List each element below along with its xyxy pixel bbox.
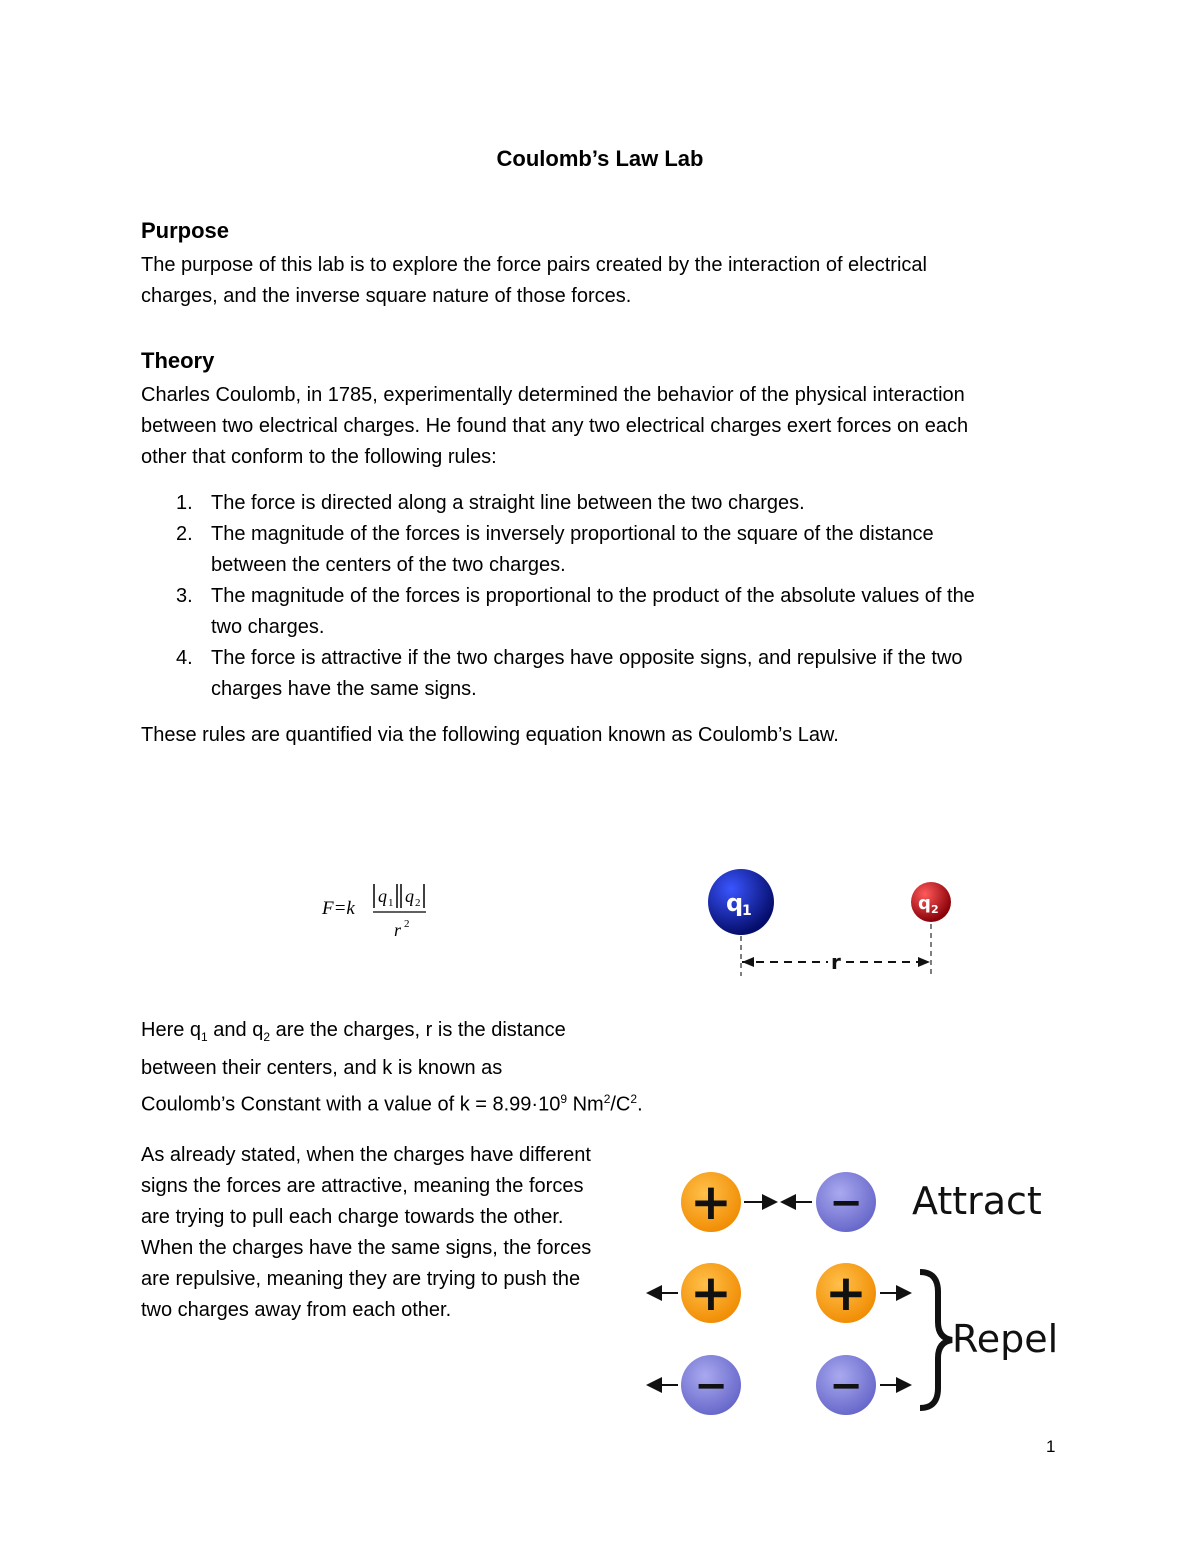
rule-number: 1.	[176, 492, 193, 514]
rule-item	[176, 581, 975, 643]
attract-label: Attract	[912, 1179, 1042, 1223]
charge-q2-sub: 2	[931, 903, 939, 916]
definition-line-2: between their centers, and k is known as	[141, 1057, 503, 1079]
minus-sign: −	[829, 1363, 863, 1409]
definition-line-1	[141, 1015, 643, 1053]
theory-line-1: Charles Coulomb, in 1785, experimentally determined the behavior of the physical interaction	[141, 384, 965, 406]
minus-sign: −	[694, 1363, 728, 1409]
rule-number: 4.	[176, 647, 193, 669]
def-text: are the charges, r is the distance	[270, 1019, 566, 1041]
explanation-paragraph	[141, 1140, 591, 1326]
document-title: Coulomb’s Law Lab	[496, 146, 704, 171]
def-text: Here q	[141, 1019, 202, 1041]
explanation-line-6: two charges away from each other.	[141, 1299, 452, 1321]
coulomb-formula	[320, 872, 460, 942]
def-sup: 2	[630, 1092, 638, 1106]
distance-label: r	[831, 950, 841, 974]
rule-text: two charges.	[211, 616, 325, 638]
charge-q1-label: q	[726, 889, 744, 917]
rule-item	[176, 488, 975, 519]
def-sub: 1	[201, 1030, 208, 1044]
explanation-line-1: As already stated, when the charges have different	[141, 1144, 591, 1166]
def-text: /C	[610, 1093, 631, 1116]
def-text: .	[637, 1093, 643, 1116]
rule-text: The magnitude of the forces is proportional to the product of the absolute values of the	[211, 585, 975, 607]
rule-text: The force is directed along a straight line between the two charges.	[211, 492, 805, 514]
rules-list	[176, 488, 975, 705]
rule-text: between the centers of the two charges.	[211, 554, 566, 576]
theory-paragraph	[141, 380, 968, 473]
theory-line-3: other that conform to the following rules:	[141, 446, 497, 468]
rule-text: The force is attractive if the two charges have opposite signs, and repulsive if the two	[211, 647, 963, 669]
explanation-line-5: are repulsive, meaning they are trying to push the	[141, 1268, 581, 1290]
def-text: and q	[207, 1019, 264, 1041]
explanation-line-4: When the charges have the same signs, the forces	[141, 1237, 592, 1259]
theory-heading: Theory	[141, 348, 215, 373]
theory-line-2: between two electrical charges. He found that any two electrical charges exert forces on each	[141, 415, 969, 437]
equation-intro-text: These rules are quantified via the following equation known as Coulomb’s Law.	[141, 724, 839, 746]
explanation-line-2: signs the forces are attractive, meaning the forces	[141, 1175, 584, 1197]
definition-line-3	[141, 1084, 643, 1121]
formula-denominator: r	[394, 920, 402, 940]
plus-sign: +	[690, 1173, 732, 1231]
purpose-line-2: charges, and the inverse square nature of those forces.	[141, 285, 632, 307]
formula-q2-sub: 2	[415, 897, 421, 909]
charges-diagram	[700, 862, 960, 982]
def-sup: 2	[603, 1092, 611, 1106]
formula-q2: q	[405, 886, 414, 906]
formula-q1: q	[378, 886, 387, 906]
purpose-paragraph	[141, 250, 927, 312]
charge-q2-label: q	[918, 893, 931, 914]
def-sub: 2	[263, 1030, 271, 1044]
charge-q1-sub: 1	[742, 903, 752, 919]
purpose-heading: Purpose	[141, 218, 230, 243]
attract-repel-diagram	[640, 1160, 1080, 1420]
rule-text: charges have the same signs.	[211, 678, 477, 700]
def-text: Nm	[567, 1093, 604, 1116]
plus-sign: +	[690, 1264, 732, 1322]
definition-paragraph	[141, 1015, 643, 1121]
rule-item	[176, 643, 975, 705]
explanation-line-3: are trying to pull each charge towards the other.	[141, 1206, 564, 1228]
rule-text: The magnitude of the forces is inversely proportional to the square of the distance	[211, 523, 934, 545]
charge-q2-sphere	[911, 882, 951, 922]
def-sup: 9	[560, 1092, 568, 1106]
formula-q1-sub: 1	[388, 897, 394, 909]
rule-item	[176, 519, 975, 581]
rule-number: 3.	[176, 585, 193, 607]
purpose-line-1: The purpose of this lab is to explore the force pairs created by the interaction of electrical	[141, 254, 927, 276]
formula-den-sup: 2	[404, 918, 410, 930]
minus-sign: −	[829, 1180, 863, 1226]
repel-label: Repel	[952, 1317, 1059, 1361]
rule-number: 2.	[176, 523, 193, 545]
plus-sign: +	[825, 1264, 867, 1322]
equation-intro	[141, 720, 839, 751]
repel-brace	[920, 1272, 952, 1408]
def-text: Coulomb’s Constant with a value of k = 8.99·10	[141, 1093, 561, 1116]
formula-lhs: F=k	[322, 898, 355, 919]
page-number: 1	[1046, 1437, 1056, 1456]
